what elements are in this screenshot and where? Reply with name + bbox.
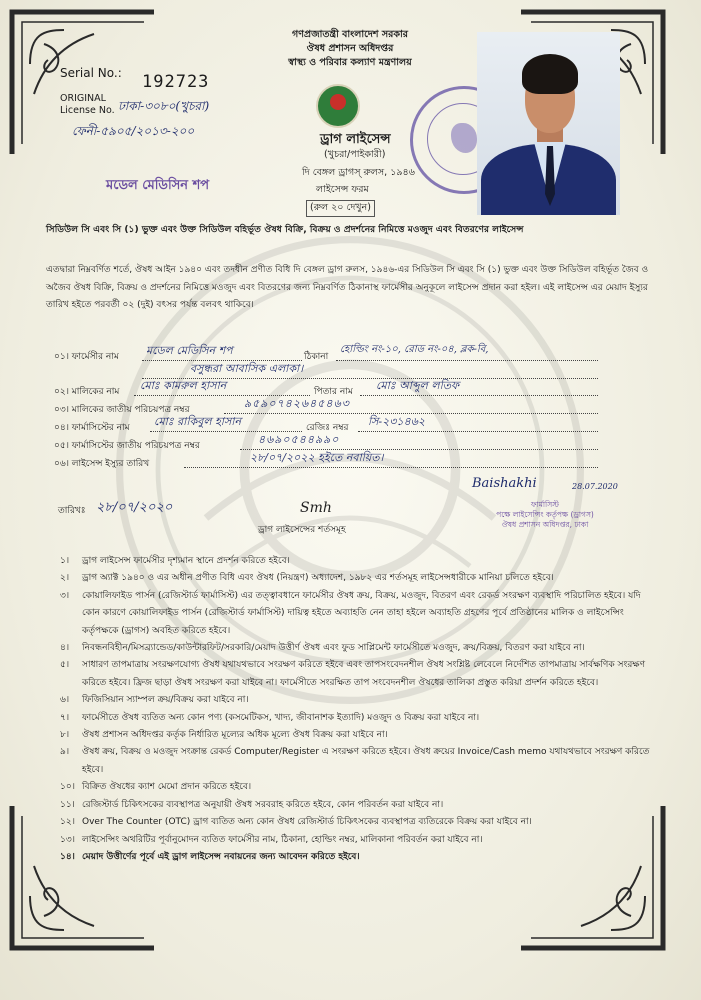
condition-number: ১। [60, 556, 70, 566]
condition-number: ১২। [60, 817, 75, 828]
date-value: ২৮/০৭/২০২০ [96, 500, 173, 515]
condition-number: ১৩। [60, 834, 75, 845]
signature-date: 28.07.2020 [572, 482, 618, 491]
field-address-value: হোল্ডিং নং-১০, রোড নং-০৪, ব্লক-বি, [340, 344, 489, 355]
condition-item [52, 727, 652, 744]
condition-number: ১১। [60, 799, 75, 810]
condition-text: ড্রাগ লাইসেন্স ফার্মেসীর দৃশ্যমান স্থানে প্রদর্শন করিতে হইবে। [82, 556, 290, 566]
field-issue-date-value: ২৮/০৭/২০২২ হইতে নবায়িত। [250, 451, 384, 464]
license-number-handwritten: ঢাকা-৩০৮০(খুচরা) [118, 99, 210, 113]
field-pharmacist-nid-value: ৪৬৯০৫৪৪৯৯০ [258, 433, 340, 446]
license-type: (খুচরা/পাইকারী) [324, 149, 386, 160]
field-owner-name-value: মোঃ কামরুল হাসান [140, 379, 227, 392]
condition-item [52, 710, 652, 727]
condition-number: ৭। [60, 712, 70, 723]
condition-text: ঔষধ ক্রয়, বিক্রয় ও মওজুদ সংক্রান্ত রেকর্ড Computer/Register এ সংরক্ষণ করিতে হইবে। ঔষধ ক্রয়ের Invoice/Cash memo যথাযথভাবে সংরক্ষণ করিতে হইবে। [82, 747, 650, 775]
condition-item [52, 657, 652, 692]
condition-item [52, 692, 652, 709]
document-title: ড্রাগ লাইসেন্স [320, 132, 391, 147]
condition-number: ১৪। [60, 851, 75, 862]
condition-item [52, 814, 652, 831]
condition-item [52, 640, 652, 657]
field-pharmacist-name-label: ০৪। ফার্মাসিস্টের নাম [54, 423, 130, 433]
condition-text: ফার্মেসীতে ঔষধ ব্যতিত অন্য কোন পণ্য (কসমেটিকস, খাদ্য, জীবানাশক ইত্যাদি) মওজুদ ও বিক্রয় করা যাইবে না। [82, 712, 480, 723]
intro-paragraph: এতদ্বারা নিম্নবর্ণিত শর্তে, ঔষধ আইন ১৯৪০ এবং তদধীন প্রণীত বিধি দি বেঙ্গল ড্রাগ রুলস, ১৯৪৬-এর সিডিউল সি এবং সি (১) ভুক্ত এবং উক্ত সিডিউল বহির্ভূত জৈব ও অজৈব ঔষধ বিক্রি, বিক্রয় ও প্রদর্শনের নিমিত্তে মওজুদ এবং বিতরণের জন্য নিম্নবর্ণিত ঠিকানাস্থ ফার্মেসীর অনুকূলে লাইসেন্স প্রদান করা হইল। এই লাইসেন্স এর মেয়াদ ইস্যুর তারিখ হইতে পরবর্তী ০২ (দুই) বৎসর পর্যন্ত বলবৎ থাকিবে। [46, 265, 649, 310]
license-heading: সিডিউল সি এবং সি (১) ভুক্ত এবং উক্ত সিডিউল বহির্ভূত ঔষধ বিক্রি, বিক্রয় ও প্রদর্শনের নিমিত্তে মওজুদ এবং বিতরণের লাইসেন্স [46, 224, 524, 235]
government-header [230, 28, 470, 70]
date-label: তারিখঃ [58, 506, 86, 516]
field-owner-name-label: ০২। মালিকের নাম [54, 387, 120, 397]
license-form-label: লাইসেন্স ফরম [316, 184, 369, 195]
condition-text: Over The Counter (OTC) ড্রাগ ব্যতিত অন্য কোন ঔষধ রেজিস্টার্ড চিকিৎসকের ব্যবস্থাপত্র ব্যতিরেকে বিক্রয় করা যাইবে না। [82, 817, 532, 828]
conditions-title: ড্রাগ লাইসেন্সের শর্তসমূহ [258, 525, 346, 535]
authority-stamp: ফার্মাসিস্ট পক্ষে লাইসেন্সিং কর্তৃপক্ষ (ড্রাগস) ঔষধ প্রশাসন অধিদপ্তর, ঢাকা [496, 500, 594, 529]
serial-label: Serial No.: [60, 66, 122, 80]
condition-text: লাইসেন্সিং অথরিটির পূর্বানুমোদন ব্যতিত ফার্মেসীর নাম, ঠিকানা, হোল্ডিং নম্বর, মালিকানা পরিবর্তন করা যাইবে না। [82, 834, 483, 845]
field-issue-date-label: ০৬। লাইসেন্স ইস্যুর তারিখ [54, 459, 150, 469]
condition-number: ৮। [60, 730, 70, 741]
condition-item [52, 797, 652, 814]
condition-item [52, 779, 652, 796]
condition-item [52, 832, 652, 849]
serial-number: 192723 [142, 72, 210, 92]
condition-text: বিক্রিত ঔষধের ক্যাশ মেমো প্রদান করিতে হইবে। [82, 782, 252, 793]
field-address-label: ঠিকানা [304, 352, 329, 362]
field-owner-nid-label: ০৩। মালিকের জাতীয় পরিচয়পত্র নম্বর [54, 405, 190, 415]
conditions-list [52, 553, 652, 866]
field-owner-nid-value: ৯৫৯০৭৪২৬৪৫৪৬৩ [244, 397, 350, 410]
signature-left: Smh [300, 500, 332, 516]
gov-line-2: ঔষধ প্রশাসন অধিদপ্তর [306, 43, 394, 54]
condition-text: ঔষধ প্রশাসন অধিদপ্তর কর্তৃক নির্ধারিত মূল্যের অধিক মূল্যে ঔষধ বিক্রয় করা যাইবে না। [82, 730, 388, 741]
condition-item [52, 744, 652, 779]
field-pharmacist-nid-label: ০৫। ফার্মাসিস্টের জাতীয় পরিচয়পত্র নম্বর [54, 441, 200, 451]
signature-right: Baishakhi [472, 476, 537, 491]
condition-number: ২। [60, 573, 70, 584]
field-pharmacy-name-label: ০১। ফার্মেসীর নাম [54, 352, 119, 362]
gov-line-1: গণপ্রজাতন্ত্রী বাংলাদেশ সরকার [292, 29, 408, 40]
condition-item [52, 849, 652, 866]
rule-reference: দি বেঙ্গল ড্রাগস্ রুলস, ১৯৪৬ [302, 167, 415, 178]
condition-number: ৩। [60, 590, 70, 601]
owner-photo [477, 32, 620, 215]
condition-item [52, 553, 652, 570]
field-father-name-label: পিতার নাম [314, 387, 353, 397]
license-number-handwritten-2: ফেনী-৫৯০৫/২০১৩-২০০ [72, 124, 195, 138]
rule-number-box: (রুল ২০ দেখুন) [306, 200, 375, 217]
condition-text: ফিজিসিয়ান স্যাম্পল ক্রয়/বিক্রয় করা যাইবে না। [82, 695, 249, 706]
condition-text: ড্রাগ অ্যাক্ট ১৯৪০ ও এর অধীন প্রণীত বিধি এবং ঔষধ (নিয়ন্ত্রণ) অধ্যাদেশ, ১৯৮২ এর শর্তসমূহ লাইসেন্সধারীকে মানিয়া চলিতে হইবে। [82, 573, 554, 584]
field-father-name-value: মোঃ আব্দুল লতিফ [376, 379, 460, 392]
condition-text: রেজিস্টার্ড চিকিৎসকের ব্যবস্থাপত্র অনুযায়ী ঔষধ সরবরাহ করিতে হইবে, কোন পরিবর্তন করা যাইবে না। [82, 799, 444, 810]
condition-number: ৫। [60, 660, 70, 671]
condition-text: সাধারণ তাপমাত্রায় সংরক্ষণযোগ্য ঔষধ যথাযথভাবে সংরক্ষণ করিতে হইবে এবং তাপসংবেদনশীল ঔষধ সংশ্লিষ্ট লেবেলে নির্দেশিত তাপমাত্রায় সার্বক্ষণিক সংরক্ষণ করিতে হইবে। ফ্রিজ ছাড়া ঔষধ সংরক্ষণ করা যাইবে না। ফার্মেসীতে সংরক্ষিত তাপ সংবেদনশীল ঔষধের তালিকা প্রস্তুত করিয়া প্রদর্শন করিতে হইবে। [82, 660, 646, 688]
condition-item [52, 570, 652, 587]
condition-number: ৬। [60, 695, 70, 706]
field-pharmacist-name-value: মোঃ রাকিবুল হাসান [154, 415, 242, 428]
field-registration-label: রেজিঃ নম্বর [306, 423, 349, 433]
condition-text: নিবন্ধনবিহীন/মিসব্র্যান্ডেড/কাউন্টারফিট/সরকারি/মেয়াদ উত্তীর্ণ ঔষধ এবং ফুড সাপ্লিমেন্ট ফার্মেসীতে মওজুদ, ক্রয়/বিক্রয়, বিতরণ করা যাইবে না। [82, 643, 585, 654]
condition-number: ১০। [60, 782, 75, 793]
field-pharmacy-name-value: মডেল মেডিসিন শপ [146, 344, 233, 357]
condition-text: মেয়াদ উত্তীর্ণের পূর্বে এই ড্রাগ লাইসেন্স নবায়নের জন্য আবেদন করিতে হইবে। [82, 851, 360, 862]
condition-number: ৪। [60, 643, 70, 654]
original-license-label: ORIGINAL License No. [60, 93, 115, 116]
condition-item [52, 588, 652, 640]
shop-name-stamp: মডেল মেডিসিন শপ [106, 178, 210, 193]
gov-line-3: স্বাস্থ্য ও পরিবার কল্যাণ মন্ত্রণালয় [288, 57, 412, 68]
government-logo [316, 84, 360, 128]
condition-number: ৯। [60, 747, 70, 758]
condition-text: কোয়ালিফাইড পার্সন (রেজিস্টার্ড ফার্মাসিস্ট) এর তত্ত্বাবধানে ফার্মেসীর ঔষধ ক্রয়, বিক্রয়, মওজুদ, বিতরণ এবং রেকর্ড সংরক্ষণ ব্যবস্থাদি পরিচালিত হইবে। যদি কোন কারণে কোয়ালিফাইড পার্সন (রেজিস্টার্ড ফার্মাসিস্ট) দায়িত্ব হইতে অব্যাহতি নেন তাহা হইলে অব্যাহতি গ্রহণের পূর্বে প্রতিষ্ঠানের মালিক ও লাইসেন্সিং কর্তৃপক্ষকে (ড্রাগস) অবহিত করিতে হইবে। [82, 590, 641, 636]
field-registration-value: সি-২৩১৪৬২ [368, 415, 426, 428]
field-address-value-2: বসুন্ধরা আবাসিক এলাকা। [190, 362, 304, 375]
